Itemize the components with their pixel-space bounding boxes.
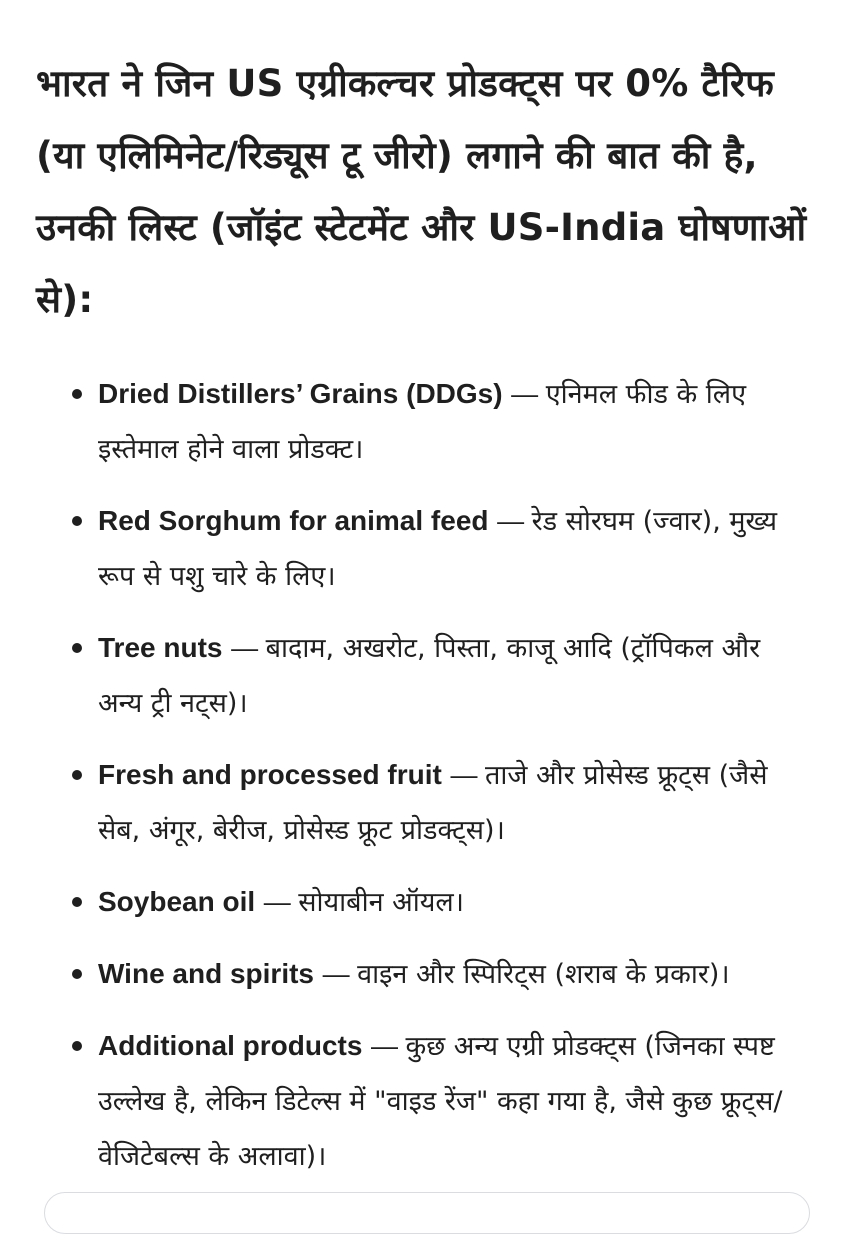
list-item: [98, 747, 812, 858]
bullet-icon: [72, 969, 82, 979]
bullet-icon: [72, 643, 82, 653]
item-separator: —: [511, 379, 546, 409]
bullet-icon: [72, 1041, 82, 1051]
list-item: [98, 874, 812, 930]
list-item: [98, 493, 812, 604]
product-list: [36, 366, 812, 1184]
list-item: [98, 946, 812, 1002]
item-term: Fresh and processed fruit: [98, 759, 442, 790]
item-description: वाइन और स्पिरिट्स (शराब के प्रकार)।: [357, 959, 730, 990]
item-term: Wine and spirits: [98, 958, 315, 989]
bullet-icon: [72, 897, 82, 907]
item-description: बादाम, अखरोट, पिस्ता, काजू आदि (ट्रॉपिकल और अन्य ट्री नट्स)।: [98, 633, 761, 719]
item-separator: —: [450, 760, 485, 790]
list-item: [98, 366, 812, 477]
item-term: Tree nuts: [98, 632, 223, 663]
item-description: सोयाबीन ऑयल।: [298, 887, 464, 918]
bullet-icon: [72, 516, 82, 526]
item-term: Additional products: [98, 1030, 363, 1061]
bullet-icon: [72, 389, 82, 399]
item-term: Red Sorghum for animal feed: [98, 505, 489, 536]
item-description: ताजे और प्रोसेस्ड फ्रूट्स (जैसे सेब, अंगूर, बेरीज, प्रोसेस्ड फ्रूट प्रोडक्ट्स)।: [98, 760, 768, 846]
item-term: Dried Distillers’ Grains (DDGs): [98, 378, 503, 409]
item-separator: —: [371, 1031, 406, 1061]
item-separator: —: [497, 506, 532, 536]
item-description: रेड सोरघम (ज्वार), मुख्य रूप से पशु चारे के लिए।: [98, 506, 777, 592]
bottom-card: [44, 1192, 810, 1234]
list-item: [98, 620, 812, 731]
item-separator: —: [322, 959, 358, 989]
item-separator: —: [231, 633, 266, 663]
item-description: एनिमल फीड के लिए इस्तेमाल होने वाला प्रोडक्ट।: [98, 379, 747, 465]
item-description: कुछ अन्य एग्री प्रोडक्ट्स (जिनका स्पष्ट उल्लेख है, लेकिन डिटेल्स में "वाइड रेंज" कहा गया है, जैसे कुछ फ्रूट्स/वेजिटेबल्स के अलावा)।: [98, 1031, 783, 1172]
bullet-icon: [72, 770, 82, 780]
item-term: Soybean oil: [98, 886, 256, 917]
page-heading: भारत ने जिन US एग्रीकल्चर प्रोडक्ट्स पर 0% टैरिफ (या एलिमिनेट/रिड्यूस टू जीरो) लगाने की बात की है, उनकी लिस्ट (जॉइंट स्टेटमेंट और US-India घोषणाओं से):: [36, 62, 807, 321]
item-separator: —: [263, 887, 299, 917]
list-item: [98, 1018, 812, 1184]
